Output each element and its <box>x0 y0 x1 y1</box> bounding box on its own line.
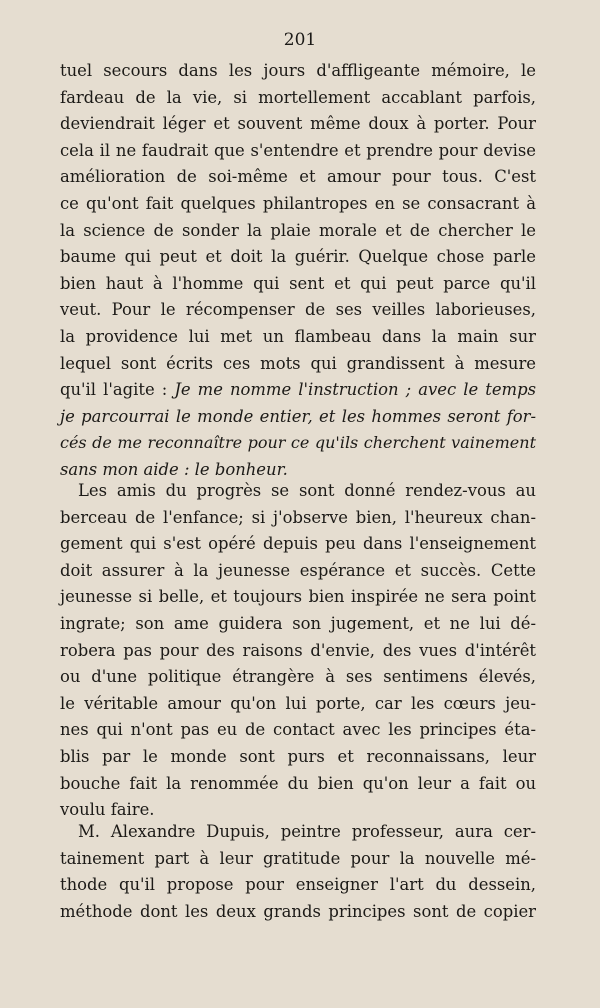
plain-text: qu'il l'agite : <box>60 380 175 400</box>
italic-line: je parcourrai le monde entier, et les hommes seront for- <box>60 406 536 426</box>
text-line: doit assurer à la jeunesse espérance et succès. Cette <box>60 560 536 580</box>
text-line: berceau de l'enfance; si j'observe bien, l'heureux chan- <box>60 507 536 527</box>
text-line: M. Alexandre Dupuis, peintre professeur, aura cer- <box>78 822 536 841</box>
text-line: voulu faire. <box>60 800 155 820</box>
text-line: le véritable amour qu'on lui porte, car les cœurs jeu- <box>60 693 536 713</box>
text-line: tuel secours dans les jours d'affligeante mémoire, le <box>60 61 536 80</box>
text-line: ingrate; son ame guidera son jugement, et ne lui dé- <box>60 613 536 633</box>
text-line: gement qui s'est opéré depuis peu dans l'enseignement <box>60 534 536 554</box>
text-line: thode qu'il propose pour enseigner l'art du dessein, <box>60 875 536 895</box>
paragraph-3 <box>60 819 536 925</box>
text-line: blis par le monde sont purs et reconnaissans, leur <box>60 746 536 766</box>
text-line: tainement part à leur gratitude pour la nouvelle mé- <box>60 848 536 868</box>
text-line: veut. Pour le récompenser de ses veilles laborieuses, <box>60 300 536 320</box>
italic-line: cés de me reconnaître pour ce qu'ils cherchent vainement <box>60 433 536 453</box>
text-line: ou d'une politique étrangère à ses sentimens élevés, <box>60 667 536 687</box>
text-line: jeunesse si belle, et toujours bien inspirée ne sera point <box>60 587 536 607</box>
text-line: bien haut à l'homme qui sent et qui peut parce qu'il <box>60 273 536 293</box>
paragraph-2 <box>60 478 536 824</box>
italic-line: sans mon aide : le bonheur. <box>60 459 288 479</box>
text-line-mixed <box>60 377 536 404</box>
page-number: 201 <box>283 30 317 50</box>
text-line: bouche fait la renommée du bien qu'on leur a fait ou <box>60 773 536 793</box>
text-line: deviendrait léger et souvent même doux à porter. Pour <box>60 114 536 134</box>
text-line: lequel sont écrits ces mots qui grandissent à mesure <box>60 353 536 373</box>
text-line: nes qui n'ont pas eu de contact avec les principes éta- <box>60 720 536 740</box>
text-line: méthode dont les deux grands principes sont de copier <box>60 901 536 921</box>
text-line: cela il ne faudrait que s'entendre et prendre pour devise <box>60 140 536 160</box>
text-line: baume qui peut et doit la guérir. Quelque chose parle <box>60 247 536 267</box>
text-line: amélioration de soi-même et amour pour tous. C'est <box>60 167 536 187</box>
text-line: Les amis du progrès se sont donné rendez-vous au <box>78 481 536 500</box>
text-line: la providence lui met un flambeau dans la main sur <box>60 326 536 346</box>
text-line: ce qu'ont fait quelques philantropes en se consacrant à <box>60 193 536 213</box>
text-line: la science de sonder la plaie morale et de chercher le <box>60 220 536 240</box>
text-line: robera pas pour des raisons d'envie, des vues d'intérêt <box>60 640 536 660</box>
paragraph-1 <box>60 58 536 484</box>
italic-quote: Je me nomme l'instruction ; avec le temps <box>174 380 536 400</box>
text-line: fardeau de la vie, si mortellement accablant parfois, <box>60 87 536 107</box>
